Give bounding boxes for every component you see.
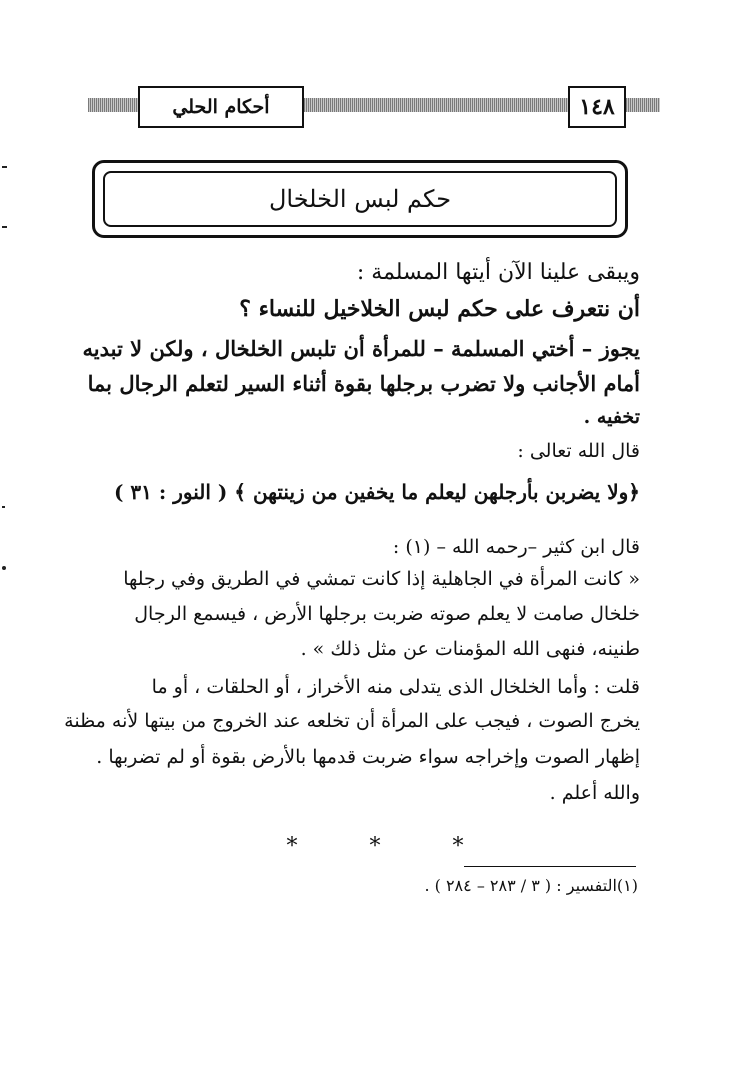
text-line: « كانت المرأة في الجاهلية إذا كانت تمشي في الطريق وفي رجلها (123, 568, 640, 590)
text-line: والله أعلم . (549, 782, 640, 804)
text-line: قلت : وأما الخلخال الذى يتدلى منه الأخراز ، أو الحلقات ، أو ما (151, 676, 640, 698)
text-line: يخرج الصوت ، فيجب على المرأة أن تخلعه عند الخروج من بيتها لأنه مظنة (64, 710, 640, 732)
section-title: حكم لبس الخلخال (103, 171, 617, 227)
text-line: تخفيه . (583, 406, 640, 428)
margin-mark (2, 166, 7, 168)
text-line: ويبقى علينا الآن أيتها المسلمة : (356, 260, 640, 285)
footnote-rule (464, 866, 636, 867)
text-line: قال الله تعالى : (517, 440, 640, 462)
section-title-frame (92, 160, 628, 238)
separator (0, 834, 750, 859)
text-line: أمام الأجانب ولا تضرب برجلها بقوة أثناء السير لتعلم الرجال بما (87, 371, 640, 396)
footnote: (١)التفسير : ( ٣ / ٢٨٣ – ٢٨٤ ) . (424, 876, 638, 895)
quran-verse: ﴿ولا يضربن بأرجلهن ليعلم ما يخفين من زينتهن ﴾ ( النور : ٣١ ) (113, 480, 640, 504)
text-line: قال ابن كثير –رحمه الله – (١) : (392, 536, 640, 558)
separator-star: * (452, 834, 464, 859)
margin-mark (2, 506, 5, 508)
margin-mark (2, 566, 6, 570)
book-title: أحكام الحلي (138, 86, 304, 128)
separator-star: * (369, 834, 381, 859)
text-line: إظهار الصوت وإخراجه سواء ضربت قدمها بالأرض بقوة أو لم تضربها . (96, 746, 640, 768)
separator-star: * (286, 834, 298, 859)
text-line: يجوز – أختي المسلمة – للمرأة أن تلبس الخلخال ، ولكن لا تبديه (82, 336, 640, 361)
text-line: طنينه، فنهى الله المؤمنات عن مثل ذلك » . (300, 638, 640, 660)
page-number: ١٤٨ (568, 86, 626, 128)
text-line: أن نتعرف على حكم لبس الخلاخيل للنساء ؟ (239, 296, 640, 322)
margin-mark (2, 226, 7, 228)
text-line: خلخال صامت لا يعلم صوته ضربت برجلها الأرض ، فيسمع الرجال (134, 603, 640, 625)
